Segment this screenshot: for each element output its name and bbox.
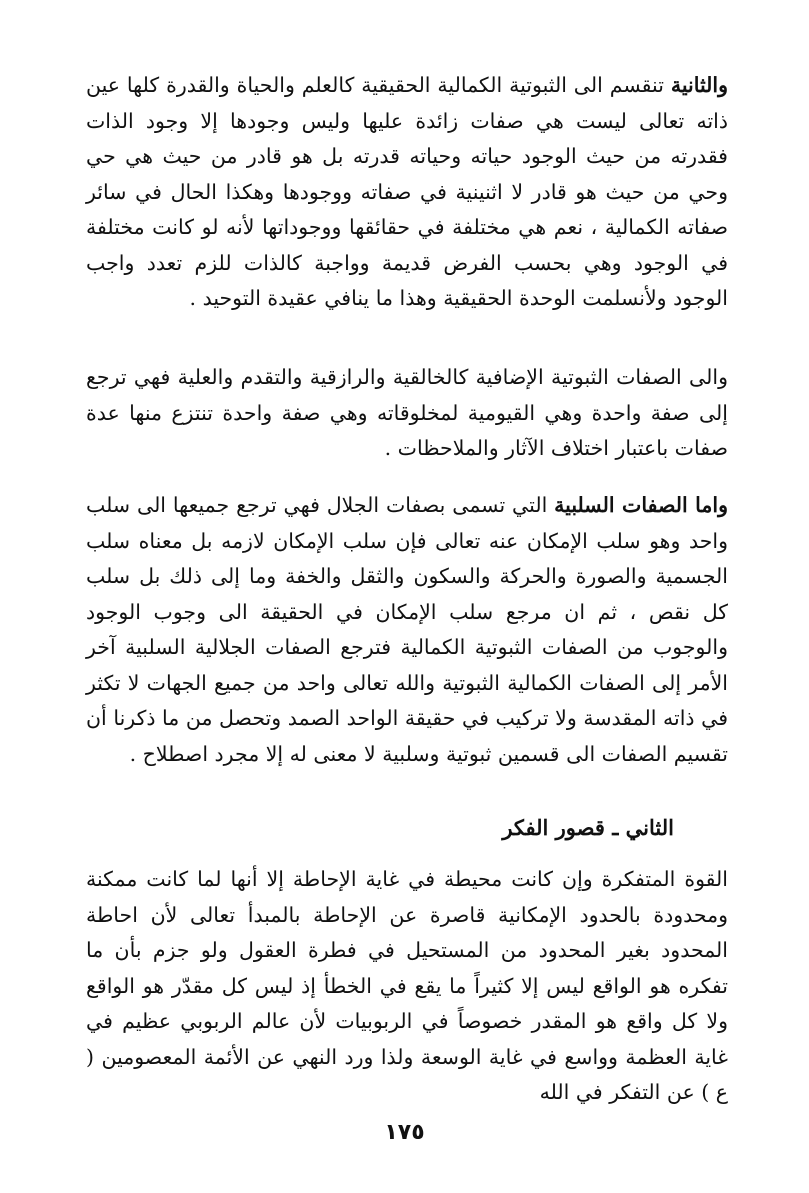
paragraph-text: القوة المتفكرة وإن كانت محيطة في غاية الإحاطة إلا أنها لما كانت ممكنة ومحدودة بالحدود الإمكانية قاصرة عن الإحاطة بالمبدأ تعالى لأن احاطة المحدود بغير المحدود من المستحيل في فطرة العقول ولو جزم بأن ما تفكره هو الواقع ليس إلا كثيراً ما يقع في الخطأ إذ ليس كل مقدّر هو الواقع ولا كل واقع هو المقدر خصوصاً في الربوبيات لأن عالم الربوبي عظيم في غاية العظمة وواسع في غاية الوسعة ولذا ورد النهي عن الأئمة المعصومين ( ع ) عن التفكر في الله: [86, 867, 729, 1104]
paragraph-lead: واما الصفات السلبية: [554, 493, 729, 517]
paragraph-text: والى الصفات الثبوتية الإضافية كالخالقية والرازقية والتقدم والعلية فهي ترجع إلى صفة واحدة وهي القيومية لمخلوقاته وهي صفة واحدة تنتزع منها عدة صفات باعتبار اختلاف الآثار والملاحظات .: [86, 365, 728, 460]
section-heading: الثاني ـ قصور الفكر: [502, 815, 674, 840]
paragraph-thubutiya-idafiya: [86, 360, 728, 467]
paragraph-thubutiya-kamaliya: [86, 68, 728, 317]
page-number: ١٧٥: [384, 1120, 425, 1145]
paragraph-qusur-alfikr: [86, 862, 728, 1111]
paragraph-salbiya: [86, 488, 728, 772]
paragraph-text: تنقسم الى الثبوتية الكمالية الحقيقية كالعلم والحياة والقدرة كلها عين ذاته تعالى ليست هي صفات زائدة عليها وليس وجودها إلا وجود الذات فقدرته من حيث الوجود حياته وحياته قدرته بل هو قادر من حيث هي حي وحي من حيث هو قادر لا اثنينية في صفاته ووجودها وهكذا الحال في سائر صفاته الكمالية ، نعم هي مختلفة في حقائقها ووجوداتها لأنه لو كانت مختلفة في الوجود وهي بحسب الفرض قديمة وواجبة كالذات للزم تعدد واجب الوجود ولأنسلمت الوحدة الحقيقية وهذا ما ينافي عقيدة التوحيد .: [86, 73, 728, 310]
paragraph-lead: والثانية: [670, 73, 728, 97]
paragraph-text: التي تسمى بصفات الجلال فهي ترجع جميعها الى سلب واحد وهو سلب الإمكان عنه تعالى فإن سلب الإمكان لازمه بل معناه سلب الجسمية والصورة والحركة والسكون والثقل والخفة وما إلى ذلك بل سلب كل نقص ، ثم ان مرجع سلب الإمكان في الحقيقة الى وجوب الوجود والوجوب من الصفات الثبوتية الكمالية فترجع الصفات الجلالية السلبية آخر الأمر إلى الصفات الكمالية الثبوتية والله تعالى واحد من جميع الجهات لا تكثر في ذاته المقدسة ولا تركيب في حقيقة الواحد الصمد وتحصل من ما ذكرنا أن تقسيم الصفات الى قسمين ثبوتية وسلبية لا معنى له إلا مجرد اصطلاح .: [86, 493, 728, 766]
